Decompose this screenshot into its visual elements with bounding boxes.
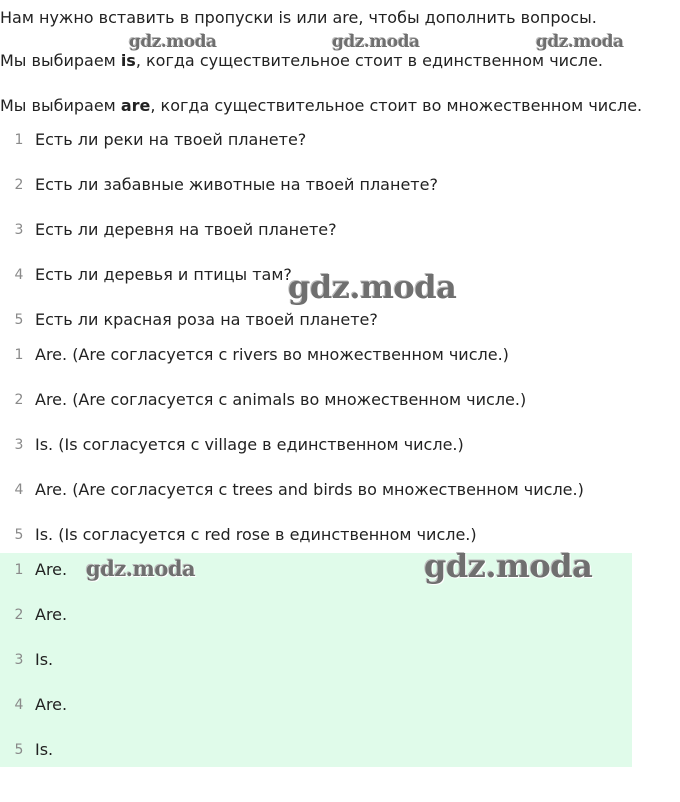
item-number: 1	[14, 132, 24, 148]
question-text: Есть ли реки на твоей планете?	[35, 130, 307, 149]
answer-text: Are.	[35, 605, 68, 624]
explanation-text: Is. (Is согласуется с red rose в единственном числе.)	[35, 525, 477, 544]
intro-line-1: Нам нужно вставить в пропуски is или are, чтобы дополнить вопросы.	[0, 8, 597, 27]
watermark: gdz.moda	[536, 32, 624, 52]
answers-highlight-box	[0, 553, 632, 767]
item-number: 2	[14, 607, 24, 623]
question-text: Есть ли деревня на твоей планете?	[35, 220, 337, 239]
item-number: 3	[14, 222, 24, 238]
explanation-text: Are. (Are согласуется с rivers во множественном числе.)	[35, 345, 509, 364]
question-text: Есть ли забавные животные на твоей планете?	[35, 175, 438, 194]
answer-text: Are.	[35, 695, 68, 714]
watermark: gdz.moda	[332, 32, 420, 52]
item-number: 3	[14, 652, 24, 668]
item-number: 2	[14, 392, 24, 408]
answer-text: Is.	[35, 740, 54, 759]
question-text: Есть ли красная роза на твоей планете?	[35, 310, 378, 329]
watermark: gdz.moda	[288, 268, 457, 306]
watermark: gdz.moda	[129, 32, 217, 52]
answer-text: Is.	[35, 650, 54, 669]
answer-text: Are.	[35, 560, 68, 579]
explanation-text: Are. (Are согласуется с trees and birds во множественном числе.)	[35, 480, 584, 499]
intro-line-3: Мы выбираем are, когда существительное стоит во множественном числе.	[0, 96, 643, 115]
explanation-text: Are. (Are согласуется с animals во множественном числе.)	[35, 390, 527, 409]
item-number: 5	[14, 312, 24, 328]
item-number: 1	[14, 347, 24, 363]
item-number: 4	[14, 267, 24, 283]
watermark: gdz.moda	[424, 547, 593, 585]
watermark: gdz.moda	[86, 556, 196, 581]
item-number: 3	[14, 437, 24, 453]
item-number: 5	[14, 742, 24, 758]
item-number: 2	[14, 177, 24, 193]
explanation-text: Is. (Is согласуется с village в единственном числе.)	[35, 435, 464, 454]
question-text: Есть ли деревья и птицы там?	[35, 265, 292, 284]
item-number: 5	[14, 527, 24, 543]
intro-line-2: Мы выбираем is, когда существительное стоит в единственном числе.	[0, 51, 603, 70]
item-number: 1	[14, 562, 24, 578]
item-number: 4	[14, 697, 24, 713]
item-number: 4	[14, 482, 24, 498]
